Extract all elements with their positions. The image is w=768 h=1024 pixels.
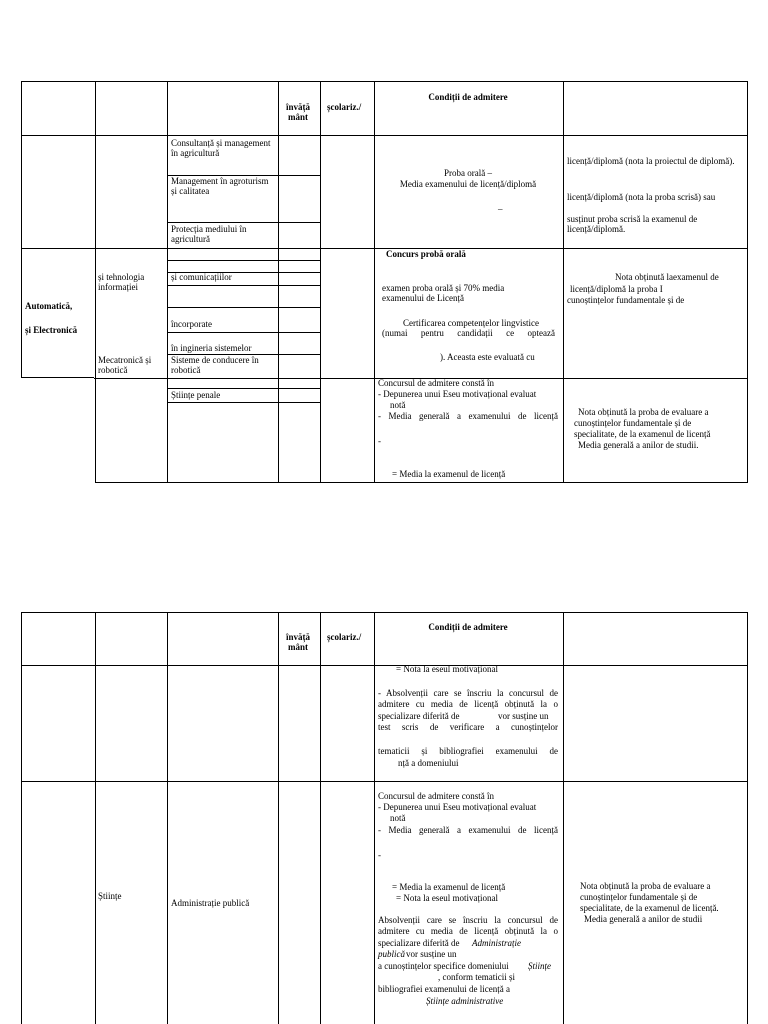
faculty-name: și Electronică [25,325,78,335]
note-text: susținut proba scrisă la examenul de licență/diplomă. [567,214,698,234]
condition-text: a cunoștințelor specifice domeniului [378,961,509,971]
condition-text: Certificarea competențelor lingvistice [403,318,539,328]
note-text: specialitate, de la examenul de licență. [580,903,719,913]
condition-text: (numai pentru candidații ce optează [382,328,555,338]
note-text: licență/diplomă (nota la proba scrisă) sau [567,192,716,202]
condition-text: tematicii și bibliografiei examenului de [378,746,558,756]
condition-text: notă [390,813,406,823]
note-text: Nota obținută la proba de evaluare a [580,881,711,891]
condition-text: = Nota la eseul motivațional [396,893,499,903]
condition-text: – [498,204,503,214]
note-text: cunoștințelor fundamentale și de [567,295,685,305]
header-learning-form: învăță mânt [285,632,310,652]
domain-mechatronics: Mecatronică și robotică [98,355,152,375]
header-schooling: școlariz./ [327,632,362,642]
header-schooling: școlariz./ [327,102,362,112]
condition-text: = Media la examenul de licență [392,469,506,479]
domain-it: și tehnologia informației [98,272,145,292]
program-embedded: încorporate [171,319,212,329]
condition-text: vor susține un [498,711,549,721]
condition-text: notă [390,400,406,410]
condition-text: - [378,850,381,860]
condition-text: Concurs probă orală [386,249,466,259]
program-consultancy: Consultanță și management în agricultură [171,138,271,158]
condition-text: examen proba orală și 70% media [382,283,505,293]
condition-text: - [378,436,381,446]
program-communications: și comunicațiilor [171,272,232,282]
faculty-name: Automatică, [25,301,73,311]
domain-sciences: Științe [98,891,122,901]
condition-text: test scris de verificare a cunoștințelor [378,722,558,732]
note-text: cunoștințelor fundamentale și de [574,418,692,428]
condition-text: bibliografiei examenului de licență a [378,984,510,994]
condition-text: - Depunerea unui Eseu motivațional evaluat [378,389,537,399]
condition-text: admitere cu media de licență obținută la o [378,926,558,936]
program-robot-control: Sisteme de conducere în robotică [171,355,259,375]
program-systems-eng: în ingineria sistemelor [171,343,252,353]
note-text: specialitate, de la examenul de licență [574,429,711,439]
condition-text: Absolvenții care se înscriu la concursul de [378,915,558,925]
note-text: Nota obținută la proba de evaluare a [578,407,709,417]
condition-text: - Media generală a examenului de licență [378,825,558,835]
condition-text: publică [378,949,405,959]
note-text: Media generală a anilor de studii [584,914,703,924]
note-text: licență/diplomă la proba I [570,284,663,294]
header-learning-form: învăță mânt [285,102,310,122]
condition-text: Științe [528,961,551,971]
condition-text: , conform tematicii și [438,972,515,982]
program-environment: Protecția mediului în agricultură [171,224,247,244]
condition-text: specializare diferită de [378,711,460,721]
condition-text: Administrație [472,938,521,948]
condition-text: Concursul de admitere constă în [378,378,494,388]
condition-text: Media examenului de licență/diplomă [399,179,537,189]
program-criminal-sciences: Științe penale [171,390,221,400]
header-admission-conditions: Condiții de admitere [428,622,508,632]
condition-text: = Nota la eseul motivațional [396,664,499,674]
header-admission-conditions: Condiții de admitere [428,92,508,102]
condition-text: admitere cu media de licență obținută la o [378,699,558,709]
condition-text: Concursul de admitere constă în [378,791,494,801]
note-text: Nota obținută laexamenul de [615,272,719,282]
condition-text: Proba orală – [444,168,492,178]
condition-text: examenului de Licență [382,293,464,303]
condition-text: vor susține un [406,949,457,959]
condition-text: = Media la examenul de licență [392,882,506,892]
condition-text: ). Aceasta este evaluată cu [440,352,535,362]
note-text: licență/diplomă (nota la proiectul de diplomă). [567,156,735,166]
condition-text: - Media generală a examenului de licență [378,411,558,421]
program-public-administration: Administrație publică [171,898,250,908]
note-text: cunoștințelor fundamentale și de [580,892,698,902]
condition-text: - Absolvenții care se înscriu la concursul de [378,688,558,698]
note-text: Media generală a anilor de studii. [578,440,699,450]
condition-text: Științe administrative [426,996,504,1006]
program-agrotourism: Management în agroturism și calitatea [171,176,269,196]
condition-text: specializare diferită de [378,938,460,948]
condition-text: - Depunerea unui Eseu motivațional evaluat [378,802,537,812]
condition-text: nță a domeniului [398,758,459,768]
